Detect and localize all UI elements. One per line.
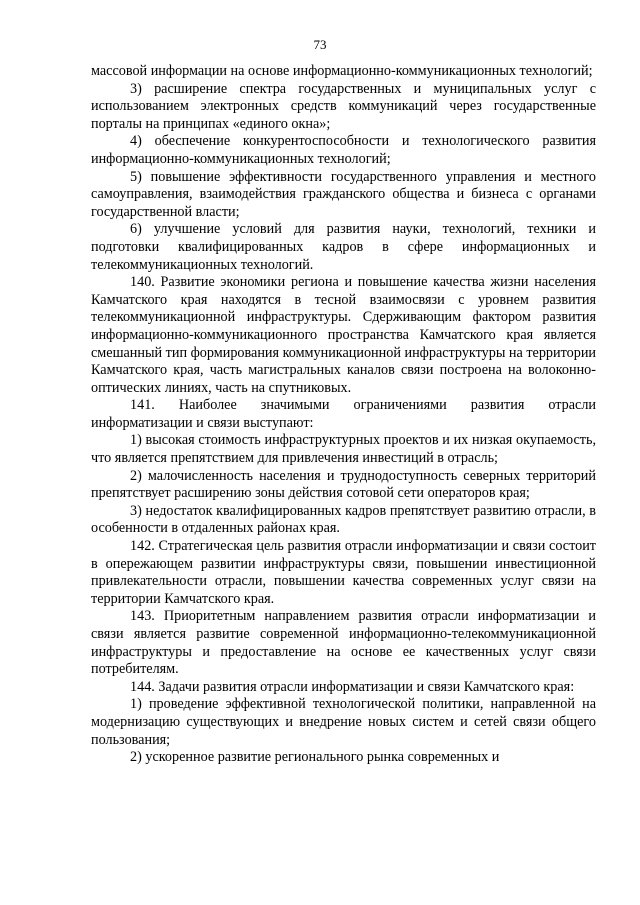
- task-item-1: 1) проведение эффективной технологической политики, направленной на модернизацию существующих и внедрение новых систем и сетей связи общего пользования;: [91, 696, 596, 748]
- paragraph-142: 142. Стратегическая цель развития отрасли информатизации и связи состоит в опережающем развитии инфраструктуры связи, повышении инвестиционной привлекательности отрасли, повышении качества современных услуг связи на территории Камчатского края.: [91, 538, 596, 607]
- list-item-2: 2) малочисленность населения и труднодоступность северных территорий препятствует расширению зоны действия сотовой сети операторов края;: [91, 467, 596, 502]
- list-item-3: 3) расширение спектра государственных и муниципальных услуг с использованием электронных средств коммуникаций через государственные порталы на принципах «единого окна»;: [91, 80, 596, 132]
- document-body: [91, 63, 596, 767]
- task-item-2: 2) ускоренное развитие регионального рынка современных и: [130, 749, 500, 766]
- paragraph-continuation: массовой информации на основе информационно-коммуникационных технологий;: [91, 63, 593, 79]
- list-item-6: 6) улучшение условий для развития науки, технологий, техники и подготовки квалифицированных кадров в сфере информационных и телекоммуникационных технологий.: [91, 221, 596, 273]
- list-item-3b: 3) недостаток квалифицированных кадров препятствует развитию отрасли, в особенности в отдаленных районах края.: [91, 502, 596, 537]
- paragraph-143: 143. Приоритетным направлением развития отрасли информатизации и связи является развитие современной информационно-телекоммуникационной инфраструктуры и предоставление на основе ее качественных услуг связи потребителям.: [91, 608, 596, 678]
- list-item-1: 1) высокая стоимость инфраструктурных проектов и их низкая окупаемость, что является препятствием для привлечения инвестиций в отрасль;: [91, 432, 596, 467]
- page-number: 73: [313, 37, 327, 52]
- paragraph-141: 141. Наиболее значимыми ограничениями развития отрасли информатизации и связи выступают:: [91, 397, 596, 431]
- list-item-5: 5) повышение эффективности государственного управления и местного самоуправления, взаимодействия гражданского общества и бизнеса с органами государственной власти;: [91, 168, 596, 220]
- paragraph-144: 144. Задачи развития отрасли информатизации и связи Камчатского края:: [130, 678, 575, 695]
- paragraph-140: 140. Развитие экономики региона и повышение качества жизни населения Камчатского края находятся в тесной взаимосвязи с уровнем развития телекоммуникационной инфраструктуры. Сдерживающим фактором развития информационно-коммуникационного пространства Камчатского края является смешанный тип формирования коммуникационной инфраструктуры на территории Камчатского края, часть магистральных каналов связи построена на волоконно-оптических линиях, часть на спутниковых.: [91, 274, 596, 396]
- list-item-4: 4) обеспечение конкурентоспособности и технологического развития информационно-коммуникационных технологий;: [91, 133, 596, 167]
